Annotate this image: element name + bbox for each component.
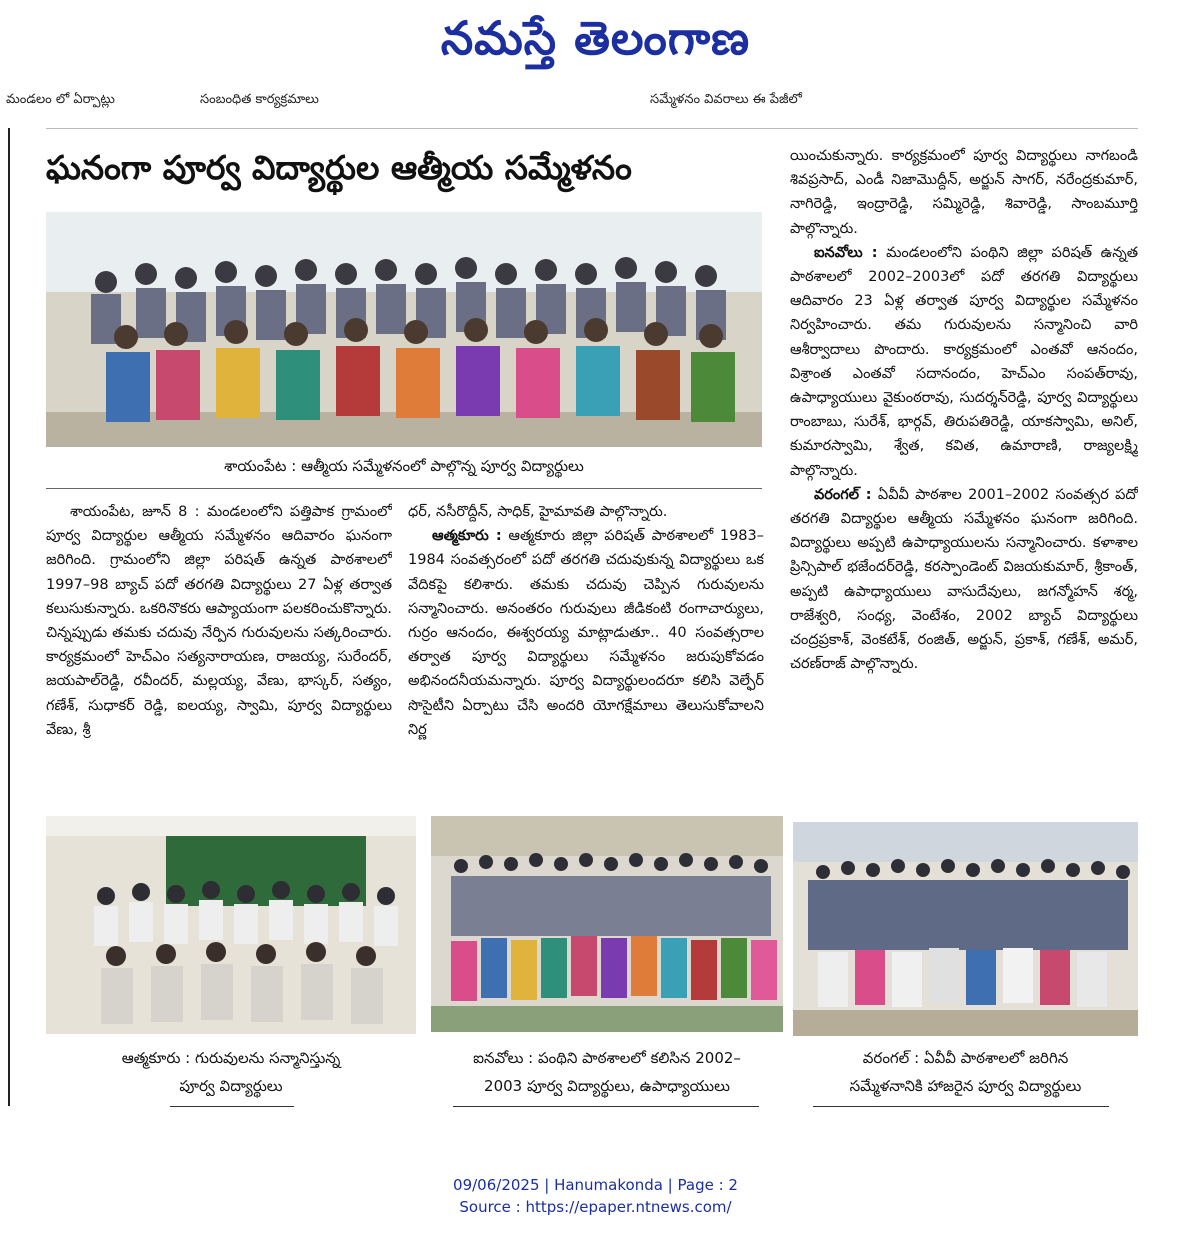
caption-rule [46, 488, 762, 489]
inavolu-text: మండలంలోని పంథిని జిల్లా పరిషత్ ఉన్నత పాఠశాలలో 2002–2003లో పదో తరగతి విద్యార్థులు ఆదివారం 23 ఏళ్ల తర్వాత పూర్వ విద్యార్థుల సమ్మేళనం నిర్వహించారు. తమ గురువులను సన్మానించి వారి ఆశీర్వాదాలు పొందారు. కార్యక్రమంలో ఎంతవో ఆనందం, విశ్రాంత ఎంతవో సదానందం, హెచ్ఎం సంపత్‌రావు, ఉపాధ్యాయులు వైకుంఠరావు, సుదర్శన్‌రెడ్డి, పూర్వ విద్యార్థులు రాంబాబు, సురేశ్, భార్గవ్, తిరుపతిరెడ్డి, యాకస్వామి, అనిల్, కుమారస్వామి, శ్వేత, కవిత, ఉమారాణి, రాజ్యలక్ష్మి పాల్గొన్నారు. [790, 244, 1138, 479]
story-paragraph-atmakur [408, 524, 764, 742]
masthead [0, 0, 1191, 82]
top-strip [0, 88, 1191, 114]
dateline-inavolu: ఐనవోలు : [814, 244, 878, 261]
footer-date-edition: 09/06/2025 | Hanumakonda | Page : 2 [453, 1176, 738, 1194]
atmakur-caption [46, 1044, 416, 1100]
atmakur-caption-line1: ఆత్మకూరు : గురువులను సన్మానిస్తున్న [121, 1049, 341, 1067]
story-column-2 [408, 500, 764, 812]
strip-middle-text: సంబంధిత కార్యక్రమాలు [200, 92, 319, 107]
strip-right-text: సమ్మేళనం వివరాలు ఈ పేజీలో [650, 92, 802, 107]
dateline-atmakur: ఆత్మకూరు : [432, 528, 502, 545]
atmakur-text: ఆత్మకూరు జిల్లా పరిషత్ పాఠశాలలో 1983– 1984 సంవత్సరంలో పదో తరగతి చదువుకున్న విద్యార్థులు ఒక వేదికపై కలిశారు. తమకు చదువు చెప్పిన గురువులను సన్మానించారు. అనంతరం గురువులు జీడికంటి రంగాచార్యులు, గుర్రం ఆనందం, ఈశ్వరయ్య మాట్లాడుతూ.. 40 సంవత్సరాల తర్వాత పూర్వ విద్యార్థులు సమ్మేళనం జరుపుకోవడం అభినందనీయమన్నారు. పూర్వ విద్యార్థులందరూ కలిసి వెల్ఫేర్ సొసైటీని ఏర్పాటు చేసి అందరి యోగక్షేమాలు తెలుసుకోవాలని నిర్ణ [408, 528, 764, 738]
top-divider [46, 128, 1138, 129]
dateline-warangal: వరంగల్ : [814, 486, 872, 503]
inavolu-caption-rule [453, 1106, 759, 1107]
warangal-photo [793, 822, 1138, 1036]
story-column-1 [46, 500, 392, 812]
story-paragraph-inavolu [790, 241, 1138, 483]
inavolu-caption-line1: ఐనవోలు : పంథిని పాఠశాలలో కలిసిన 2002– [473, 1049, 741, 1067]
story-paragraph-atmakur-continued: యించుకున్నారు. కార్యక్రమంలో పూర్వ విద్యార్థులు నాగబండి శివప్రసాద్, ఎండీ నిజామొద్దీన్, అర్జున్ సాగర్, నరేంద్రకుమార్, నాగిరెడ్డి, ఇంద్రారెడ్డి, సమ్మిరెడ్డి, శివారెడ్డి, సాంబమూర్తి పాల్గొన్నారు. [790, 148, 1138, 237]
warangal-text: ఏవీవీ పాఠశాల 2001–2002 సంవత్సర పదో తరగతి విద్యార్థుల ఆత్మీయ సమ్మేళనం ఘనంగా జరిగింది. విద్యార్థులు అప్పటి ఉపాధ్యాయులను సన్మానించారు. కళాశాల ప్రిన్సిపాల్ భజేందర్‌రెడ్డి, కరస్పాండెంట్ విజయకుమార్, శ్రీకాంత్, అప్పటి ఉపాధ్యాయులు వాసుదేవులు, జగన్మోహన్ శర్మ, రాజేశ్వరి, సంధ్య, వెంటేశం, 2002 బ్యాచ్ విద్యార్థులు చంద్రప్రకాశ్, వెంకటేశ్, రంజిత్, అర్జున్, ప్రకాశ్, గణేశ్, అమర్, చరణ్‌రాజ్ పాల్గొన్నారు. [790, 486, 1138, 673]
main-photo-caption: శాయంపేట : ఆత్మీయ సమ్మేళనంలో పాల్గొన్న పూర్వ విద్యార్థులు [224, 457, 584, 475]
inavolu-caption-line2: 2003 పూర్వ విద్యార్థులు, ఉపాధ్యాయులు [484, 1077, 730, 1095]
strip-left-text: మండలం లో ఏర్పాట్లు [6, 92, 115, 107]
footer-source-link[interactable]: Source : https://epaper.ntnews.com/ [459, 1198, 732, 1216]
article-headline: ఘనంగా పూర్వ విద్యార్థుల ఆత్మీయ సమ్మేళనం [46, 148, 632, 187]
warangal-caption-line2: సమ్మేళనానికి హాజరైన పూర్వ విద్యార్థులు [849, 1077, 1082, 1095]
warangal-caption-rule [813, 1106, 1109, 1107]
atmakur-caption-rule [170, 1106, 294, 1107]
story-column-3 [790, 144, 1138, 804]
warangal-caption [793, 1044, 1138, 1100]
atmakur-caption-line2: పూర్వ విద్యార్థులు [179, 1077, 283, 1095]
story-paragraph-continued: ధర్, నసీరొద్దీన్, సాధిక్, హైమావతి పాల్గొన్నారు. [408, 504, 668, 520]
left-page-border [8, 128, 10, 1106]
newspaper-logo-title: నమస్తే తెలంగాణ [440, 11, 751, 65]
story-paragraph-shayampet: శాయంపేట, జూన్ 8 : మండలంలోని పత్తిపాక గ్రామంలో పూర్వ విద్యార్థుల ఆత్మీయ సమ్మేళనం ఆదివారం ఘనంగా జరిగింది. గ్రామంలోని జిల్లా పరిషత్ ఉన్నత పాఠశాలలో 1997–98 బ్యాచ్ పదో తరగతి విద్యార్థులు 27 ఏళ్ల తర్వాత కలుసుకున్నారు. ఒకరినొకరు ఆప్యాయంగా పలకరించుకొన్నారు. చిన్నప్పుడు తమకు చదువు నేర్పిన గురువులను సత్కరించారు. కార్యక్రమంలో హెచ్ఎం సత్యనారాయణ, రాజయ్య, సురేందర్, జయపాల్‌రెడ్డి, రవీందర్, మల్లయ్య, వేణు, భాస్కర్, సత్యం, గణేశ్, సుధాకర్ రెడ్డి, ఐలయ్య, స్వామి, పూర్వ విద్యార్థులు వేణు, శ్రీ [46, 504, 392, 738]
inavolu-photo [431, 816, 783, 1032]
warangal-caption-line1: వరంగల్ : ఏవీవీ పాఠశాలలో జరిగిన [862, 1049, 1069, 1067]
atmakur-photo [46, 816, 416, 1034]
story-paragraph-warangal [790, 483, 1138, 677]
main-group-photo [46, 212, 762, 447]
inavolu-caption [431, 1044, 783, 1100]
